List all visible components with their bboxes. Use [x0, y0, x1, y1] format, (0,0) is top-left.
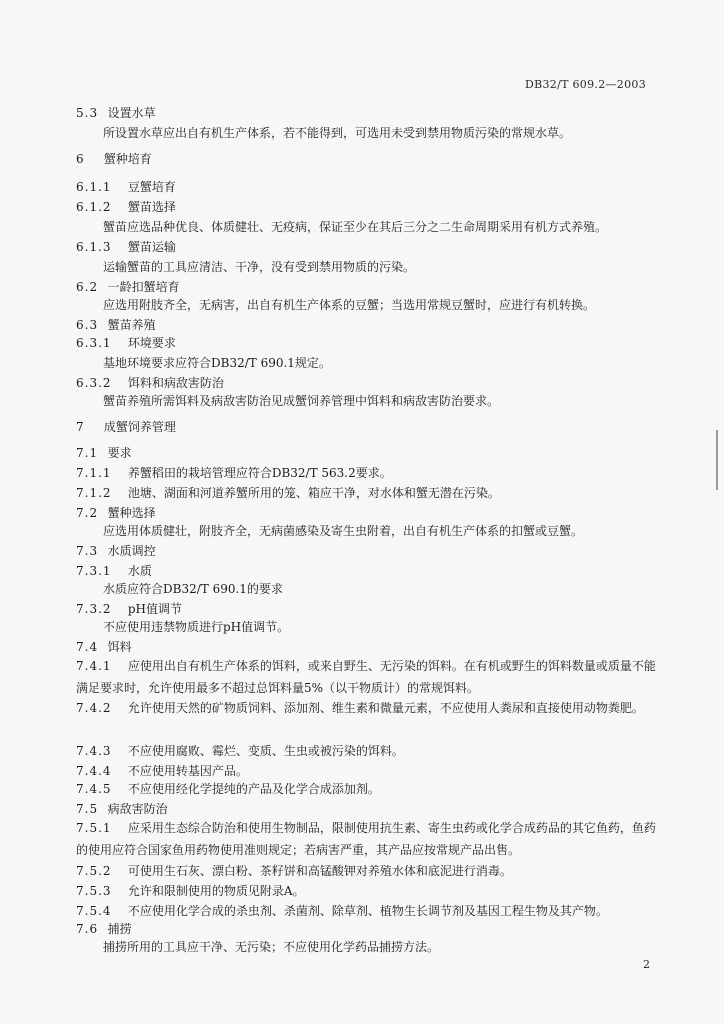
section-7-3-2-heading [76, 602, 654, 616]
section-7-1-heading [76, 446, 654, 460]
scan-edge-mark [716, 430, 718, 490]
section-text: 不应使用腐败、霉烂、变质、生虫或被污染的饵料。 [127, 744, 404, 758]
section-number: 7.5.4 [76, 904, 112, 918]
section-6-2-body: 应选用附肢齐全，无病害，出自有机生产体系的豆蟹；当选用常规豆蟹时，应进行有机转换。 [103, 298, 596, 312]
section-number: 7.4.5 [76, 782, 112, 796]
section-number: 7.5.3 [76, 884, 112, 898]
section-number: 7 [76, 420, 85, 434]
section-6-2-heading [76, 280, 654, 294]
section-number: 6.2 [76, 280, 99, 294]
section-number: 7.6 [76, 922, 99, 936]
section-7-2-body: 应选用体质健壮，附肢齐全，无病菌感染及寄生虫附着，出自有机生产体系的扣蟹或豆蟹。 [103, 524, 584, 538]
section-6-1-2-heading [76, 200, 654, 214]
section-title: 环境要求 [127, 336, 176, 350]
section-title: 蟹苗运输 [127, 240, 176, 254]
section-7-1-1 [76, 466, 654, 480]
section-title: 水质调控 [107, 544, 156, 558]
section-title: pH值调节 [127, 602, 182, 616]
section-7-5-3 [76, 884, 654, 898]
section-number: 5.3 [76, 106, 99, 120]
section-title: 病敌害防治 [107, 802, 168, 816]
section-title: 蟹种培育 [103, 152, 152, 166]
section-number: 7.2 [76, 506, 99, 520]
section-text: 不应使用化学合成的杀虫剂、杀菌剂、除草剂、植物生长调节剂及基因工程生物及其产物。 [127, 904, 608, 918]
section-text: 允许使用天然的矿物质饲料、添加剂、维生素和微量元素，不应使用人粪尿和直接使用动物粪肥。 [127, 701, 644, 715]
section-title: 饵料 [107, 640, 132, 654]
section-title: 蟹苗养殖 [107, 318, 156, 332]
section-number: 6.1.1 [76, 180, 112, 194]
section-text: 应使用出自有机生产体系的饵料，或来自野生、无污染的饵料。在有机或野生的饵料数量或质量不能满足要求时，允许使用最多不超过总饵料量5%（以干物质计）的常规饵料。 [76, 659, 656, 695]
section-6-3-2-heading [76, 376, 654, 390]
section-number: 7.4.4 [76, 764, 112, 778]
section-number: 7.1.1 [76, 466, 112, 480]
section-text: 池塘、湖面和河道养蟹所用的笼、箱应干净，对水体和蟹无潜在污染。 [127, 486, 500, 500]
section-text: 可使用生石灰、漂白粉、茶籽饼和高锰酸钾对养殖水体和底泥进行消毒。 [127, 864, 512, 878]
section-number: 6.3.1 [76, 336, 112, 350]
section-7-4-2 [76, 698, 662, 720]
section-6-3-heading [76, 318, 654, 332]
section-number: 7.1 [76, 446, 99, 460]
section-number: 7.4.2 [76, 701, 112, 715]
section-6-1-3-heading [76, 240, 654, 254]
section-7-1-2 [76, 486, 654, 500]
section-7-6-heading [76, 922, 654, 936]
section-number: 6.1.3 [76, 240, 112, 254]
section-6-3-1-heading [76, 336, 654, 350]
section-title: 蟹种选择 [107, 506, 156, 520]
section-7-heading [76, 420, 654, 434]
section-number: 7.3 [76, 544, 99, 558]
section-number: 7.1.2 [76, 486, 112, 500]
section-number: 6.1.2 [76, 200, 112, 214]
page-number: 2 [643, 958, 650, 971]
section-7-3-1-heading [76, 564, 654, 578]
section-7-4-5 [76, 782, 654, 796]
section-number: 6 [76, 152, 85, 166]
section-text: 不应使用经化学提纯的产品及化学合成添加剂。 [127, 782, 380, 796]
section-number: 6.3 [76, 318, 99, 332]
section-text: 不应使用转基因产品。 [127, 764, 248, 778]
section-title: 蟹苗选择 [127, 200, 176, 214]
section-7-4-1 [76, 656, 662, 699]
section-text: 养蟹稻田的栽培管理应符合DB32/T 563.2要求。 [127, 466, 392, 480]
section-title: 成蟹饲养管理 [103, 420, 176, 434]
section-title: 豆蟹培育 [127, 180, 176, 194]
section-7-5-heading [76, 802, 654, 816]
section-title: 饵料和病敌害防治 [127, 376, 224, 390]
section-number: 7.3.2 [76, 602, 112, 616]
section-number: 7.4.1 [76, 659, 112, 673]
section-title: 捕捞 [107, 922, 132, 936]
section-7-3-heading [76, 544, 654, 558]
section-7-4-heading [76, 640, 654, 654]
section-6-1-2-body: 蟹苗应选品种优良、体质健壮、无疫病，保证至少在其后三分之二生命周期采用有机方式养殖。 [103, 220, 608, 234]
section-number: 7.4 [76, 640, 99, 654]
section-6-heading [76, 152, 654, 166]
section-number: 7.4.3 [76, 744, 112, 758]
document-code-header: DB32/T 609.2—2003 [524, 78, 646, 91]
section-7-4-3 [76, 744, 654, 758]
section-7-5-2 [76, 864, 654, 878]
section-7-3-1-body: 水质应符合DB32/T 690.1的要求 [103, 582, 283, 596]
section-7-5-1 [76, 818, 662, 861]
section-7-5-4 [76, 904, 654, 918]
section-7-4-4 [76, 764, 654, 778]
section-6-3-2-body: 蟹苗养殖所需饵料及病敌害防治见成蟹饲养管理中饵料和病敌害防治要求。 [103, 394, 500, 408]
section-number: 6.3.2 [76, 376, 112, 390]
section-number: 7.5.2 [76, 864, 112, 878]
section-title: 要求 [107, 446, 132, 460]
section-number: 7.5.1 [76, 821, 112, 835]
section-number: 7.3.1 [76, 564, 112, 578]
section-number: 7.5 [76, 802, 99, 816]
section-5-3-heading [76, 106, 654, 120]
section-7-2-heading [76, 506, 654, 520]
section-text: 允许和限制使用的物质见附录A。 [127, 884, 305, 898]
section-5-3-body: 所设置水草应出自有机生产体系，若不能得到，可选用未受到禁用物质污染的常规水草。 [103, 126, 572, 140]
section-6-1-3-body: 运输蟹苗的工具应清洁、干净，没有受到禁用物质的污染。 [103, 260, 416, 274]
section-6-1-1-heading [76, 180, 654, 194]
section-7-6-body: 捕捞所用的工具应干净、无污染；不应使用化学药品捕捞方法。 [103, 940, 440, 954]
section-text: 应采用生态综合防治和使用生物制品，限制使用抗生素、寄生虫药或化学合成药品的其它鱼药，鱼药的使用应符合国家鱼用药物使用准则规定；若病害严重，其产品应按常规产品出售。 [76, 821, 656, 857]
section-title: 水质 [127, 564, 152, 578]
section-6-3-1-body: 基地环境要求应符合DB32/T 690.1规定。 [103, 356, 331, 370]
section-title: 设置水草 [107, 106, 156, 120]
section-title: 一龄扣蟹培育 [107, 280, 180, 294]
section-7-3-2-body: 不应使用违禁物质进行pH值调节。 [103, 620, 290, 634]
